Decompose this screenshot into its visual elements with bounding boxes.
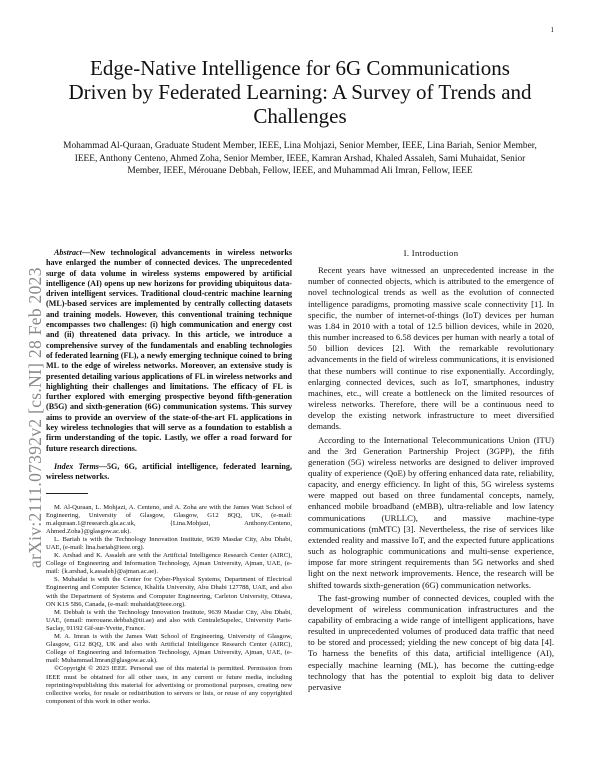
footnote-affiliation: M. A. Imran is with the James Watt School of Engineering, University of Glasgow, Glasgow, G12 8QQ, UK and also with Artificial Intelligence Research Center (AIRC), College of Engineering and Information Technology, Ajman University, Ajman, UAE, (e-mail: Muhammad.Imran@glasgow.ac.uk). — [46, 633, 292, 665]
index-terms — [46, 462, 292, 483]
footnote-affiliation: K. Arshad and K. Assaleh are with the Artificial Intelligence Research Center (AIRC), College of Engineering and Information Technology, Ajman University, Ajman, UAE, (e-mail: {k.arshad, k.assaleh}@ajman.ac.ae). — [46, 552, 292, 576]
author-list: Mohammad Al-Quraan, Graduate Student Member, IEEE, Lina Mohjazi, Senior Member, IEEE, Lina Bariah, Senior Member, IEEE, Anthony Centeno, Ahmed Zoha, Senior Member, IEEE, Kamran Arshad, Khaled Assaleh, Sami Muhaidat, Senior Member, IEEE, Mérouane Debbah, Fellow, IEEE, and Muhammad Ali Imran, Fellow, IEEE — [63, 141, 537, 177]
right-column — [308, 248, 554, 695]
arxiv-identifier-text: arXiv:2111.07392v2 [cs.NI] 28 Feb 2023 — [25, 267, 45, 568]
abstract-label: Abstract — [54, 248, 82, 257]
footnote-affiliation: M. Debbah is with the Technology Innovation Institute, 9639 Masdar City, Abu Dhabi, UAE, (email: merouane.debbah@tii.ae) and also with CentraleSupelec, University Paris-Saclay, 91192 Gif-sur-Yvette, France. — [46, 608, 292, 632]
footnote-affiliation: L. Bariah is with the Technology Innovation Institute, 9639 Masdar City, Abu Dhabi, UAE, (e-mail: lina.bariah@ieee.org). — [46, 535, 292, 551]
copyright-notice: ©Copyright © 2023 IEEE. Personal use of this material is permitted. Permission from IEEE must be obtained for all other uses, in any current or future media, including reprinting/republishing this material for advertising or promotional purposes, creating new collective works, for resale or redistribution to servers or lists, or reuse of any copyrighted component of this work in other works. — [46, 665, 292, 705]
abstract-text: —New technological advancements in wireless networks have enlarged the number of connected devices. The unprecedented surge of data volume in wireless systems empowered by artificial intelligence (AI) opens up new horizons for providing ubiquitous data-driven intelligent services. Traditional cloud-centric machine learning (ML)-based services are implemented by centrally collecting datasets and training models. However, this conventional training technique encompasses two challenges: (i) high communication and energy cost and (ii) threatened data privacy. In this article, we introduce a comprehensive survey of the fundamentals and enabling technologies of federated learning (FL), a newly emerging technique coined to bring ML to the edge of wireless networks. Moreover, an extensive study is presented detailing various applications of FL in wireless networks and highlighting their challenges and limitations. The efficacy of FL is further explored with emerging prospective beyond fifth-generation (B5G) and sixth-generation (6G) communication systems. This survey aims to provide an overview of the state-of-the-art FL applications in key wireless technologies that will serve as a foundation to establish a firm understanding of the topic. Lastly, we offer a road forward for future research directions. — [46, 248, 292, 453]
index-terms-label: Index Terms — [54, 461, 99, 471]
left-column — [46, 248, 292, 706]
footnote-affiliation: S. Muhaidat is with the Center for Cyber-Physical Systems, Department of Electrical Engineering and Computer Science, Khalifa University, Abu Dhabi 127788, UAE, and also with the Department of Systems and Computer Engineering, Carleton University, Ottawa, ON K1S 5B6, Canada, (e-mail: muhaidat@ieee.org). — [46, 576, 292, 608]
page-number: 1 — [550, 26, 554, 34]
section-title: I. Introduction — [403, 248, 459, 258]
footnote-rule — [46, 493, 88, 494]
paper-title: Edge-Native Intelligence for 6G Communications Driven by Federated Learning: A Survey of Trends and Challenges — [68, 56, 532, 128]
index-terms-text: —5G, 6G, artificial intelligence, federated learning, wireless networks. — [46, 461, 292, 482]
body-paragraph: Recent years have witnessed an unprecedented increase in the number of connected objects, which is attributed to the emergence of novel technological trends as well as the evolution of connected intelligence paradigms, promoting massive scale connectivity [1]. In specific, the number of internet-of-things (IoT) devices per human was 1.84 in 2010 with a total of 12.5 billion devices, while in 2020, this number increased to 6.58 devices per human with nearly a total of 50 billion devices [2]. With the remarkable revolutionary advancements in the field of wireless communications, it is envisioned that these numbers will continue to rise exponentially. Accordingly, enlarging connected devices, such as IoT, smartphones, industry machines, etc., will create a bottleneck on the limited resources of wireless networks. Therefore, there will be a continuous need to develop the existing network infrastructure to meet diversified demands. — [308, 265, 554, 432]
body-paragraph: According to the International Telecommunications Union (ITU) and the 3rd Generation Partnership Project (3GPP), the fifth generation (5G) wireless networks are designed to deliver improved quality of experience (QoE) by offering enhanced data rate, reliability, capacity, and energy efficiency. In light of this, 5G wireless systems were mapped out based on three fundamental concepts, namely, enhanced mobile broadband (eMBB), ultra-reliable and low latency communications (URLLC), and massive machine-type communications (mMTC) [3]. Nevertheless, the rise of services like extended reality and massive IoT, and the expected future applications such as holographic communications and multi-sense experience, impose far more stringent requirements than 5G networks and shed light on the next network improvements. Hence, the research will be shifted towards sixth-generation (6G) communication networks. — [308, 434, 554, 590]
abstract — [46, 248, 292, 454]
footnote-affiliation: M. Al-Quraan, L. Mohjazi, A. Centeno, and A. Zoha are with the James Watt School of Engineering, University of Glasgow, Glasgow, G12 8QQ, UK, (e-mail: m.alquraan.1@research.gla.ac.uk, {Lina.Mohjazi, Anthony.Centeno, Ahmed.Zoha}@glasgow.ac.uk). — [46, 503, 292, 535]
arxiv-identifier[interactable] — [10, 188, 45, 568]
body-paragraph: The fast-growing number of connected devices, coupled with the development of wireless communication infrastructures and the capability of embracing a wide range of intelligent applications, have resulted in unprecedented volumes of produced data traffic that need to be stored and processed; yielding the new concept of big data [4]. To harness the benefits of this data, artificial intelligence (AI), especially machine learning (ML), has become the cutting-edge technology that has the potential to exploit big data to deliver pervasive — [308, 592, 554, 692]
